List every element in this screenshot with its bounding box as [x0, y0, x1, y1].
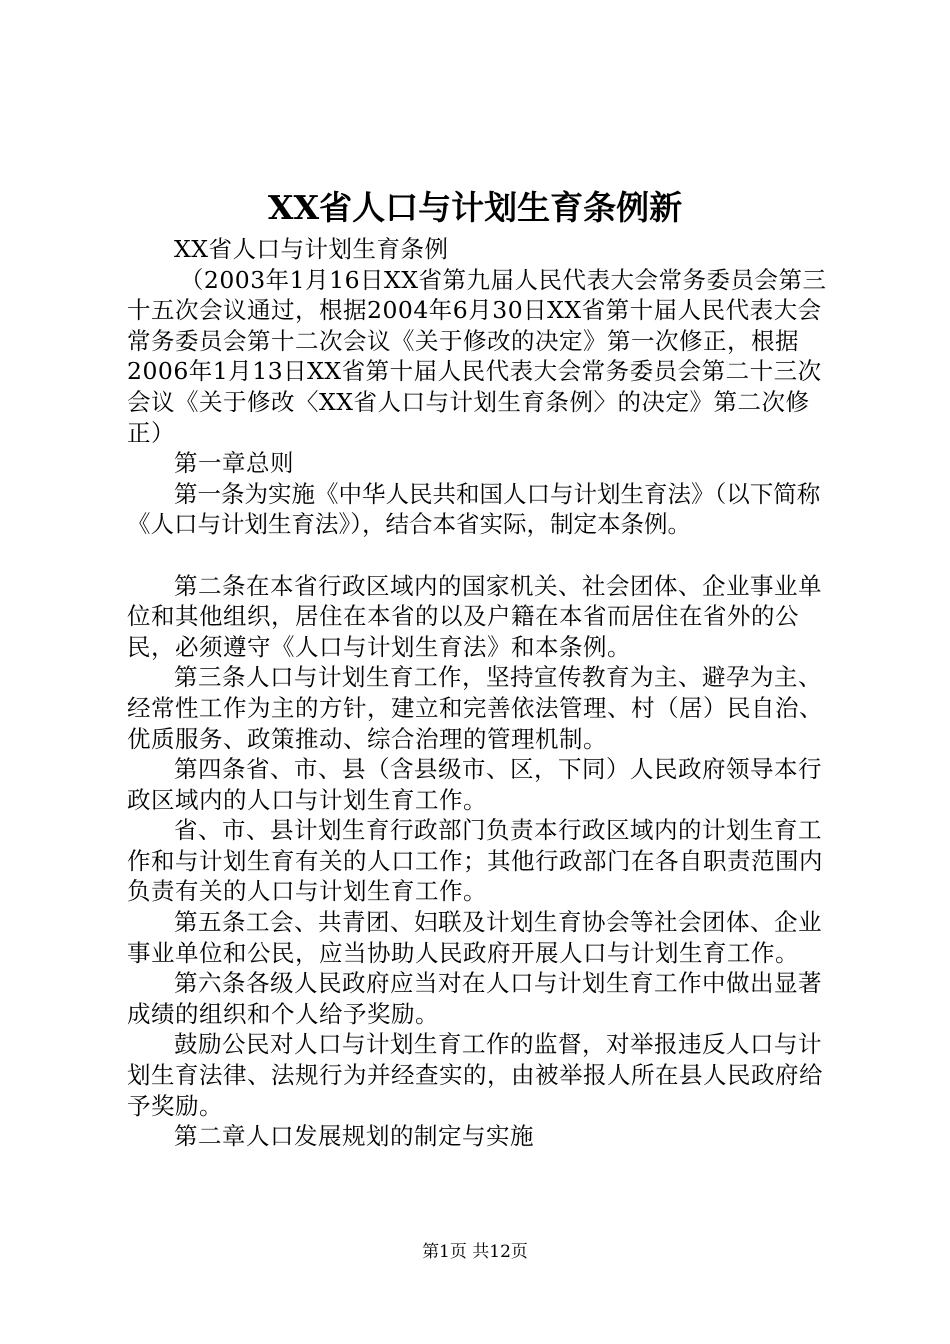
article-paragraph: 第一条为实施《中华人民共和国人口与计划生育法》（以下简称《人口与计划生育法》），结合本省实际，制定本条例。	[127, 479, 821, 539]
article-paragraph: 第五条工会、共青团、妇联及计划生育协会等社会团体、企业事业单位和公民，应当协助人民政府开展人口与计划生育工作。	[127, 908, 822, 967]
page-number: 第1页 共12页	[422, 1242, 528, 1262]
article-paragraph: 第二条在本省行政区域内的国家机关、社会团体、企业事业单位和其他组织，居住在本省的以及户籍在本省而居住在省外的公民，必须遵守《人口与计划生育法》和本条例。	[127, 571, 822, 661]
enactment-note: （2003年1月16日XX省第九届人民代表大会常务委员会第三十五次会议通过，根据2004年6月30日XX省第十届人民代表大会常务委员会第十二次会议《关于修改的决定》第一次修正，根据2006年1月13日XX省第十届人民代表大会常务委员会第二十三次会议《关于修改〈XX省人口与计划生育条例〉的决定》第二次修正）	[127, 265, 827, 447]
article-paragraph: 第六条各级人民政府应当对在人口与计划生育工作中做出显著成绩的组织和个人给予奖励。	[127, 969, 822, 1028]
document-title: XX省人口与计划生育条例新	[267, 188, 683, 227]
chapter-heading: 第二章人口发展规划的制定与实施	[174, 1122, 534, 1151]
article-paragraph: 第三条人口与计划生育工作，坚持宣传教育为主、避孕为主、经常性工作为主的方针，建立和完善依法管理、村（居）民自治、优质服务、政策推动、综合治理的管理机制。	[127, 663, 823, 753]
chapter-heading: 第一章总则	[174, 449, 294, 478]
article-paragraph: 省、市、县计划生育行政部门负责本行政区域内的计划生育工作和与计划生育有关的人口工作；其他行政部门在各自职责范围内负责有关的人口与计划生育工作。	[127, 816, 823, 906]
document-body	[127, 234, 833, 1152]
regulation-name: XX省人口与计划生育条例	[174, 235, 449, 263]
article-paragraph: 鼓励公民对人口与计划生育工作的监督，对举报违反人口与计划生育法律、法规行为并经查实的，由被举报人所在县人民政府给予奖励。	[127, 1030, 823, 1120]
article-paragraph: 第四条省、市、县（含县级市、区，下同）人民政府领导本行政区域内的人口与计划生育工作。	[127, 755, 822, 814]
